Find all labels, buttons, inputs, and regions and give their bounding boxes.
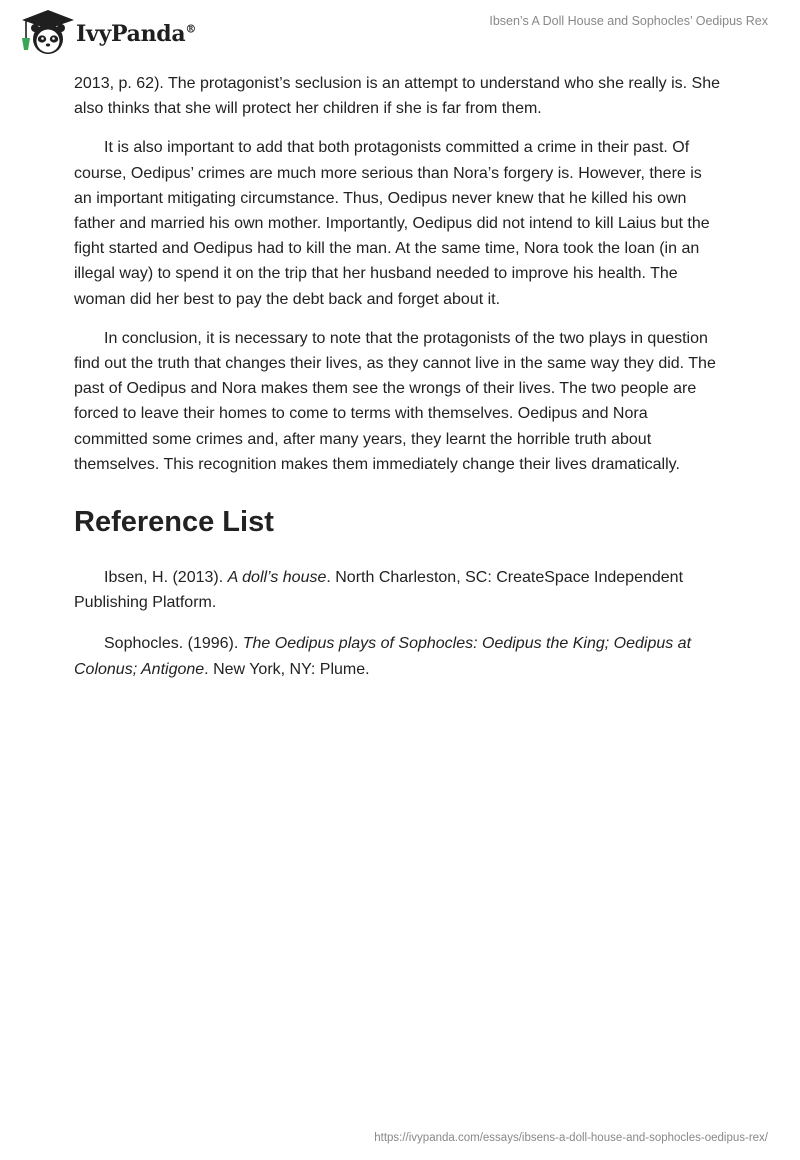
- body-paragraph: 2013, p. 62). The protagonist’s seclusion is an attempt to understand who she really is. She also thinks that she will protect her children if she is far from them.: [74, 75, 721, 118]
- body-paragraph: It is also important to add that both protagonists committed a crime in their past. Of course, Oedipus’ crimes are much more serious than Nora’s forgery is. However, there is an important mitigating circumstance. Thus, Oedipus never knew that he killed his own father and married his own mother. Importantly, Oedipus did not intend to kill Laius but the fight started and Oedipus had to kill the man. At the same time, Nora took the loan (in an illegal way) to spend it on the trip that her husband needed to improve his health. The woman did her best to pay the debt back and forget about it.: [74, 139, 710, 308]
- source-url-link[interactable]: https://ivypanda.com/essays/ibsens-a-doll-house-and-sophocles-oedipus-rex/: [374, 1132, 768, 1144]
- reference-title: The Oedipus plays of Sophocles: Oedipus the King; Oedipus at Colonus; Antigone: [74, 635, 692, 678]
- reference-title: A doll’s house: [227, 569, 327, 587]
- panda-graduate-icon: [14, 8, 74, 58]
- document-title: Ibsen’s A Doll House and Sophocles’ Oedipus Rex: [489, 14, 768, 28]
- essay-content: [74, 71, 724, 698]
- body-paragraph: In conclusion, it is necessary to note that the protagonists of the two plays in question find out the truth that changes their lives, as they cannot live in the same way they did. The past of Oedipus and Nora makes them see the wrongs of their lives. The two people are forced to leave their homes to come to terms with themselves. Oedipus and Nora committed some crimes and, after many years, they learnt the horrible truth about themselves. This recognition makes them immediately change their lives dramatically.: [74, 329, 716, 473]
- reference-list-heading: Reference List: [74, 506, 274, 539]
- site-logo[interactable]: [14, 8, 196, 58]
- logo-wordmark: IvyPanda®: [76, 21, 197, 47]
- reference-entry: Ibsen, H. (2013). A doll’s house. North Charleston, SC: CreateSpace Independent Publishing Platform.: [74, 569, 684, 612]
- reference-entry: Sophocles. (1996). The Oedipus plays of Sophocles: Oedipus the King; Oedipus at Colonus; Antigone. New York, NY: Plume.: [74, 635, 692, 678]
